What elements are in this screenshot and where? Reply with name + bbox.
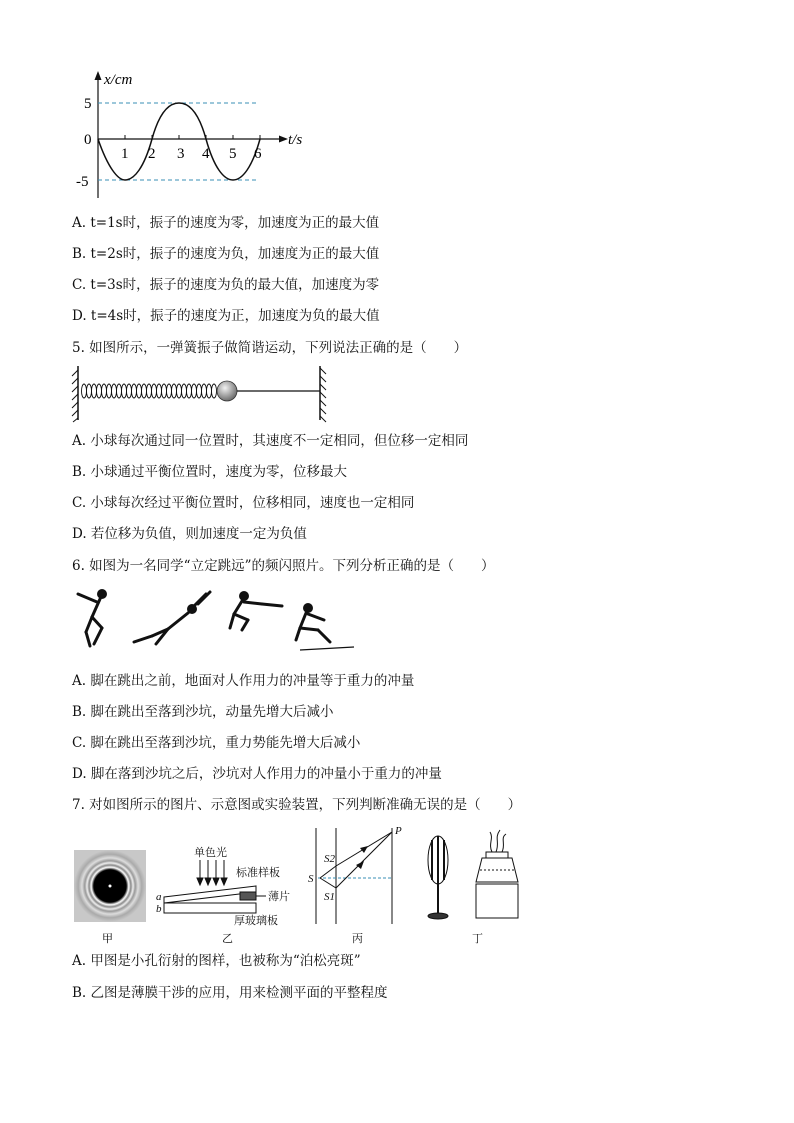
q6-option-b: B. 脚在跳出至落到沙坑，动量先增大后减小 [72, 704, 334, 720]
label-jia: 甲 [102, 933, 113, 945]
q5-stem: 5. 如图所示，一弹簧振子做简谐运动，下列说法正确的是（ ） [72, 340, 468, 356]
x-tick-4: 4 [202, 146, 210, 162]
label-S: S [308, 873, 314, 885]
label-ding: 丁 [472, 933, 483, 945]
label-thick-glass: 厚玻璃板 [234, 915, 278, 927]
q4-option-a: A. t=1s时，振子的速度为零，加速度为正的最大值 [72, 215, 380, 231]
q6-stem: 6. 如图为一名同学“立定跳远”的频闪照片。下列分析正确的是（ ） [72, 558, 495, 574]
standing-long-jump-photo [72, 584, 362, 654]
q5-option-b: B. 小球通过平衡位置时，速度为零，位移最大 [72, 464, 348, 480]
y-tick-5: 5 [84, 96, 92, 112]
q4-option-c: C. t=3s时，振子的速度为负的最大值，加速度为零 [72, 277, 380, 293]
y-axis-label: x/cm [104, 72, 133, 88]
y-tick-neg5: -5 [76, 174, 89, 190]
alcohol-lamp [476, 830, 518, 918]
displacement-time-graph [78, 68, 318, 204]
figure-yi [156, 845, 290, 945]
q5-option-d: D. 若位移为负值，则加速度一定为负值 [72, 526, 307, 542]
q7-option-b: B. 乙图是薄膜干涉的应用，用来检测平面的平整程度 [72, 985, 388, 1001]
figure-jia [74, 850, 146, 945]
q7-option-a: A. 甲图是小孔衍射的图样，也被称为“泊松亮斑” [72, 953, 361, 969]
q6-option-c: C. 脚在跳出至落到沙坑，重力势能先增大后减小 [72, 735, 361, 751]
x-tick-3: 3 [177, 146, 185, 162]
q5-option-c: C. 小球每次经过平衡位置时，位移相同，速度也一定相同 [72, 495, 415, 511]
q5-option-a: A. 小球每次通过同一位置时，其速度不一定相同，但位移一定相同 [72, 433, 469, 449]
x-tick-5: 5 [229, 146, 237, 162]
label-bing: 丙 [352, 933, 363, 945]
label-yi: 乙 [222, 933, 233, 945]
q6-option-d: D. 脚在落到沙坑之后，沙坑对人作用力的冲量小于重力的冲量 [72, 766, 442, 782]
q6-option-a: A. 脚在跳出之前，地面对人作用力的冲量等于重力的冲量 [72, 673, 415, 689]
figure-bing [308, 825, 402, 945]
q4-option-b: B. t=2s时，振子的速度为负，加速度为正的最大值 [72, 246, 380, 262]
x-tick-6: 6 [254, 146, 262, 162]
x-tick-1: 1 [121, 146, 129, 162]
label-b: b [156, 903, 162, 915]
label-monochrome: 单色光 [194, 847, 227, 859]
x-tick-2: 2 [148, 146, 156, 162]
label-S2: S2 [324, 853, 335, 865]
q7-figures [72, 824, 532, 948]
label-a: a [156, 891, 162, 903]
y-tick-0: 0 [84, 132, 92, 148]
figure-ding [428, 836, 483, 945]
label-S1: S1 [324, 891, 335, 903]
label-P: P [395, 825, 402, 837]
spring-oscillator-figure [70, 364, 330, 422]
q7-stem: 7. 对如图所示的图片、示意图或实验装置，下列判断准确无误的是（ ） [72, 797, 522, 813]
label-thin-sheet: 薄片 [268, 891, 290, 903]
q4-option-d: D. t=4s时，振子的速度为正，加速度为负的最大值 [72, 308, 380, 324]
label-standard-plate: 标准样板 [236, 867, 280, 879]
x-axis-label: t/s [288, 132, 303, 148]
